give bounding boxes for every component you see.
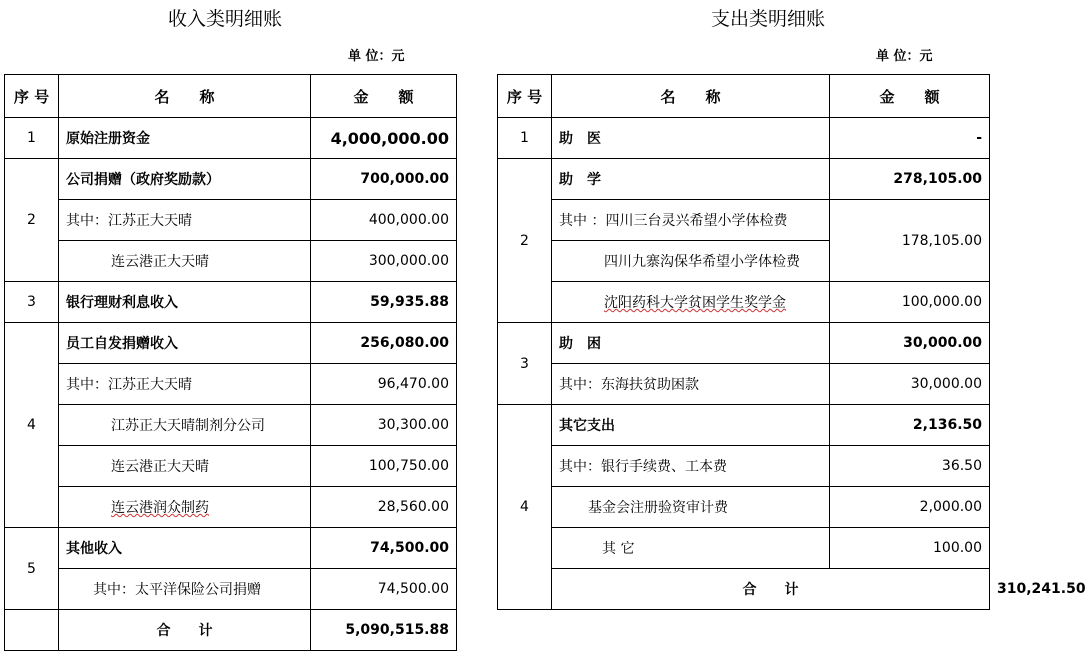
- table-row: [5, 241, 457, 282]
- amount-cell: 36.50: [830, 446, 990, 487]
- name-cell: 江苏正大天晴制剂分公司: [59, 405, 311, 446]
- expense-title: 支出类明细账: [711, 8, 826, 30]
- name-cell: 其中：太平洋保险公司捐赠: [59, 569, 311, 610]
- amount-cell: 30,000.00: [830, 323, 990, 364]
- name-cell: 其中 ：四川三台灵兴希望小学体检费: [552, 200, 830, 241]
- name-cell: 其中：江苏正大天晴: [59, 364, 311, 405]
- name-cell: 助 学: [552, 159, 830, 200]
- amount-cell: 178,105.00: [830, 200, 990, 282]
- table-row: [5, 323, 457, 364]
- amount-cell: 74,500.00: [311, 569, 457, 610]
- table-row: [498, 364, 990, 405]
- header-amount: 金 额: [311, 75, 457, 118]
- amount-cell: -: [830, 118, 990, 159]
- expense-unit: 单 位：元: [876, 49, 933, 64]
- name-text: 沈阳药科大学贫困学生奖学金: [604, 295, 786, 311]
- income-title: 收入类明细账: [168, 8, 283, 30]
- name-cell: 基金会注册验资审计费: [552, 487, 830, 528]
- seq-cell: 3: [498, 323, 552, 405]
- seq-cell: [5, 610, 59, 651]
- table-header-row: [498, 75, 990, 118]
- amount-cell: 4,000,000.00: [311, 118, 457, 159]
- table-row: [5, 282, 457, 323]
- name-cell: 其它支出: [552, 405, 830, 446]
- total-amount: 5,090,515.88: [311, 610, 457, 651]
- table-row: [5, 487, 457, 528]
- seq-cell: 5: [5, 528, 59, 610]
- name-cell: 连云港正大天晴: [59, 446, 311, 487]
- amount-cell: 30,300.00: [311, 405, 457, 446]
- amount-cell: 74,500.00: [311, 528, 457, 569]
- income-table: [4, 74, 457, 651]
- name-cell: 其他收入: [59, 528, 311, 569]
- amount-cell: 278,105.00: [830, 159, 990, 200]
- table-row: [5, 405, 457, 446]
- table-row: [5, 118, 457, 159]
- name-cell: 助 困: [552, 323, 830, 364]
- table-row: [498, 323, 990, 364]
- amount-cell: 700,000.00: [311, 159, 457, 200]
- amount-cell: 96,470.00: [311, 364, 457, 405]
- amount-cell: 300,000.00: [311, 241, 457, 282]
- name-cell: [552, 282, 830, 323]
- total-row: [5, 610, 457, 651]
- amount-cell: 100.00: [830, 528, 990, 569]
- name-cell: 其中：东海扶贫助困款: [552, 364, 830, 405]
- name-cell: 四川九寨沟保华希望小学体检费: [552, 241, 830, 282]
- table-row: [498, 528, 990, 569]
- name-cell: 公司捐赠（政府奖励款）: [59, 159, 311, 200]
- name-cell: 员工自发捐赠收入: [59, 323, 311, 364]
- expense-table: [497, 74, 1086, 610]
- amount-cell: 256,080.00: [311, 323, 457, 364]
- seq-cell: 4: [498, 405, 552, 610]
- amount-cell: 59,935.88: [311, 282, 457, 323]
- income-unit: 单 位：元: [348, 49, 405, 64]
- amount-cell: 2,136.50: [830, 405, 990, 446]
- table-row: [498, 159, 990, 200]
- name-cell: 连云港正大天晴: [59, 241, 311, 282]
- table-row: [498, 118, 990, 159]
- total-row: 合 计 310,241.50: [498, 569, 990, 610]
- total-label: 合 计: [552, 569, 990, 610]
- table-row: [498, 487, 990, 528]
- name-cell: 原始注册资金: [59, 118, 311, 159]
- table-row: [5, 159, 457, 200]
- amount-cell: 2,000.00: [830, 487, 990, 528]
- header-seq: 序 号: [5, 75, 59, 118]
- table-row: [498, 405, 990, 446]
- table-row: [498, 282, 990, 323]
- seq-cell: 1: [498, 118, 552, 159]
- seq-cell: 2: [498, 159, 552, 323]
- amount-cell: 100,750.00: [311, 446, 457, 487]
- table-row: [5, 569, 457, 610]
- name-cell: 其中：银行手续费、工本费: [552, 446, 830, 487]
- amount-cell: 100,000.00: [830, 282, 990, 323]
- header-amount: 金 额: [830, 75, 990, 118]
- table-row: [498, 446, 990, 487]
- table-row: [5, 446, 457, 487]
- name-cell: [59, 487, 311, 528]
- seq-cell: 1: [5, 118, 59, 159]
- amount-cell: 400,000.00: [311, 200, 457, 241]
- name-cell: 银行理财利息收入: [59, 282, 311, 323]
- table-row: [5, 364, 457, 405]
- seq-cell: 3: [5, 282, 59, 323]
- name-cell: 助 医: [552, 118, 830, 159]
- table-header-row: [5, 75, 457, 118]
- table-row: [5, 200, 457, 241]
- amount-cell: 30,000.00: [830, 364, 990, 405]
- total-label: 合 计: [59, 610, 311, 651]
- name-cell: 其中：江苏正大天晴: [59, 200, 311, 241]
- seq-cell: 2: [5, 159, 59, 282]
- header-seq: 序 号: [498, 75, 552, 118]
- table-row: [498, 200, 990, 241]
- header-name: 名 称: [552, 75, 830, 118]
- header-name: 名 称: [59, 75, 311, 118]
- name-text: 连云港润众制药: [111, 500, 209, 516]
- table-row: [5, 528, 457, 569]
- seq-cell: 4: [5, 323, 59, 528]
- name-cell: 其 它: [552, 528, 830, 569]
- amount-cell: 28,560.00: [311, 487, 457, 528]
